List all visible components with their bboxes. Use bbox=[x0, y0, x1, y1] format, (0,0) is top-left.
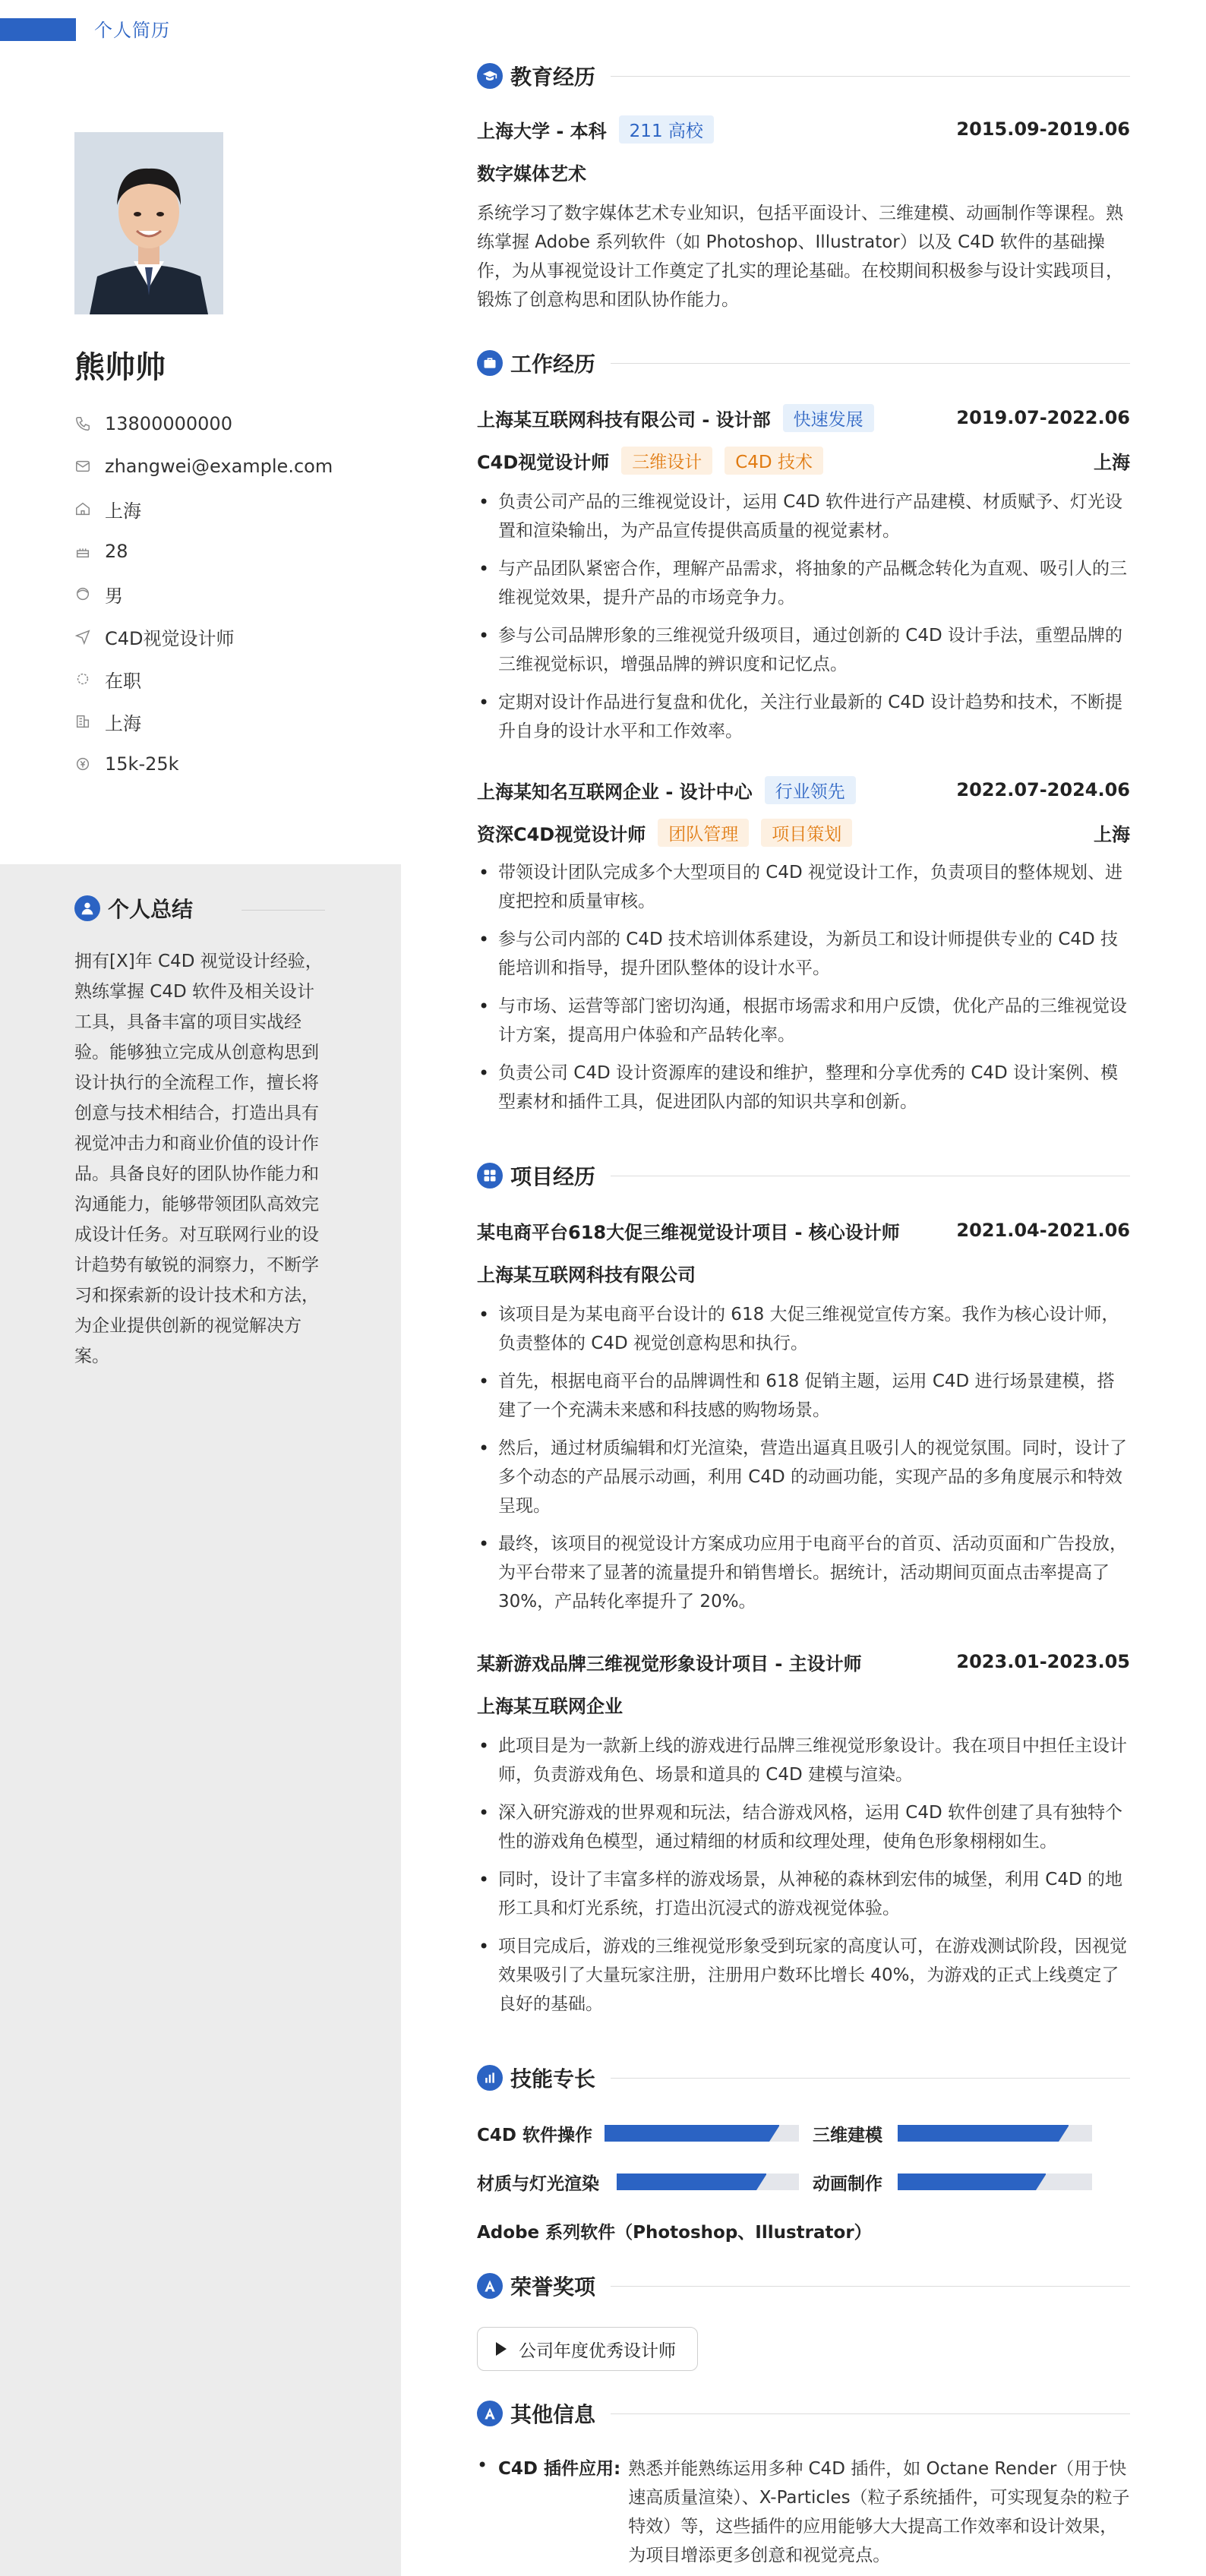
other-title: 其他信息 bbox=[510, 2402, 596, 2427]
skill-bar bbox=[898, 2125, 1092, 2142]
job-company-tag: 快速发展 bbox=[783, 404, 874, 432]
education-row bbox=[477, 114, 1130, 144]
play-triangle-icon bbox=[496, 2342, 507, 2356]
skill-bar-fill bbox=[898, 2125, 1069, 2142]
other-item bbox=[477, 2454, 1130, 2570]
job-company-tag: 行业领先 bbox=[765, 776, 856, 804]
home-icon bbox=[74, 500, 91, 517]
profile-name: 熊帅帅 bbox=[74, 350, 166, 385]
section-divider bbox=[611, 2078, 1130, 2079]
list-item: • 项目完成后，游戏的三维视觉形象受到玩家的高度认可，在游戏测试阶段，因视觉效果吸引了大量玩家注册，注册用户数环比增长 40%，为游戏的正式上线奠定了良好的基础。 bbox=[477, 1932, 1130, 2019]
contact-value: 上海 bbox=[105, 500, 141, 522]
contact-value: 13800000000 bbox=[105, 413, 232, 434]
education-tag: 211 高校 bbox=[619, 115, 714, 144]
summary-title: 个人总结 bbox=[108, 897, 194, 922]
list-item: • 然后，通过材质编辑和灯光渲染，营造出逼真且吸引人的视觉氛围。同时，设计了多个动态的产品展示动画，利用 C4D 的动画功能，实现产品的多角度展示和特效呈现。 bbox=[477, 1434, 1130, 1520]
gender-icon bbox=[74, 586, 91, 602]
contact-value: 男 bbox=[105, 585, 123, 607]
contact-position bbox=[74, 615, 378, 658]
project-company: 上海某互联网科技有限公司 bbox=[477, 1264, 696, 1286]
award-icon bbox=[477, 2273, 503, 2299]
job-city: 上海 bbox=[1094, 451, 1130, 473]
summary-text: 拥有[X]年 C4D 视觉设计经验，熟练掌握 C4D 软件及相关设计工具，具备丰富的项目实战经验。能够独立完成从创意构思到设计执行的全流程工作，擅长将创意与技术相结合，打造出具有视觉冲击力和商业价值的设计作品。具备良好的团队协作能力和沟通能力，能够带领团队高效完成设计任务。对互联网行业的设计趋势有敏锐的洞察力，不断学习和探索新的设计技术和方法，为企业提供创新的视觉解决方案。 bbox=[74, 952, 323, 1366]
contact-city bbox=[74, 700, 378, 743]
skill-bar bbox=[617, 2174, 799, 2190]
contact-value: zhangwei@example.com bbox=[105, 456, 333, 477]
awards-title: 荣誉奖项 bbox=[510, 2275, 596, 2300]
projects-heading bbox=[477, 1160, 1130, 1191]
job-skill-tag: 项目策划 bbox=[761, 819, 852, 847]
project-date: 2021.04-2021.06 bbox=[956, 1220, 1130, 1241]
education-title: 教育经历 bbox=[510, 65, 596, 90]
summary-heading bbox=[74, 893, 193, 923]
skill-bar-fill bbox=[617, 2174, 766, 2190]
education-major: 数字媒体艺术 bbox=[477, 163, 586, 185]
contact-salary bbox=[74, 743, 378, 785]
education-heading bbox=[477, 61, 1130, 91]
award-label: 公司年度优秀设计师 bbox=[519, 2341, 676, 2361]
building-icon bbox=[74, 713, 91, 730]
cake-icon bbox=[74, 543, 91, 560]
job-bullets bbox=[477, 858, 1130, 1125]
job-date: 2019.07-2022.06 bbox=[956, 407, 1130, 428]
contact-value: C4D视觉设计师 bbox=[105, 627, 235, 649]
header-accent-bar bbox=[0, 18, 76, 41]
skill-bar bbox=[898, 2174, 1092, 2190]
list-item: • 负责公司产品的三维视觉设计，运用 C4D 软件进行产品建模、材质赋予、灯光设置和渲染输出，为产品宣传提供高质量的视觉素材。 bbox=[477, 488, 1130, 545]
info-icon bbox=[477, 2401, 503, 2426]
education-desc: 系统学习了数字媒体艺术专业知识，包括平面设计、三维建模、动画制作等课程。熟练掌握 Adobe 系列软件（如 Photoshop、Illustrator）以及 C4D 软件的基础操作，为从事视觉设计工作奠定了扎实的理论基础。在校期间积极参与设计实践项目，锻炼了创意构思和团队协作能力。 bbox=[477, 204, 1123, 310]
project-company-row bbox=[477, 1258, 1130, 1288]
project-name: 某新游戏品牌三维视觉形象设计项目 - 主设计师 bbox=[477, 1653, 862, 1675]
award-item bbox=[477, 2327, 698, 2371]
list-item: • 同时，设计了丰富多样的游戏场景，从神秘的森林到宏伟的城堡，利用 C4D 的地形工具和灯光系统，打造出沉浸式的游戏视觉体验。 bbox=[477, 1865, 1130, 1923]
section-divider bbox=[611, 2286, 1130, 2287]
skill-bar-fill bbox=[898, 2174, 1046, 2190]
list-item: • 此项目是为一款新上线的游戏进行品牌三维视觉形象设计。我在项目中担任主设计师，负责游戏角色、场景和道具的 C4D 建模与渲染。 bbox=[477, 1732, 1130, 1789]
skill-label: 三维建模 bbox=[813, 2125, 882, 2145]
user-icon bbox=[74, 895, 100, 921]
contact-value: 上海 bbox=[105, 712, 141, 734]
skill-extra bbox=[477, 2219, 872, 2242]
graduation-cap-icon bbox=[477, 63, 503, 89]
contact-status bbox=[74, 658, 378, 700]
work-heading bbox=[477, 348, 1130, 378]
contact-email bbox=[74, 445, 378, 488]
job-role-row bbox=[477, 817, 1130, 848]
job-skill-tag: C4D 技术 bbox=[725, 447, 823, 475]
job-bullets bbox=[477, 488, 1130, 755]
section-divider bbox=[611, 363, 1130, 364]
other-label: C4D 插件应用: bbox=[498, 2459, 621, 2479]
job-company: 上海某互联网科技有限公司 - 设计部 bbox=[477, 409, 771, 431]
skills-title: 技能专长 bbox=[510, 2066, 596, 2091]
bar-chart-icon bbox=[477, 2065, 503, 2091]
job-row bbox=[477, 775, 1130, 805]
person-portrait-icon bbox=[74, 132, 223, 314]
skill-label: C4D 软件操作 bbox=[477, 2125, 592, 2145]
other-text: 熟悉并能熟练运用多种 C4D 插件，如 Octane Render（用于快速高质量渲染）、X-Particles（粒子系统插件，可实现复杂的粒子特效）等，这些插件的应用能够大大提高工作效率和设计效果，为项目增添更多创意和视觉亮点。 bbox=[628, 2459, 1130, 2565]
phone-icon bbox=[74, 415, 91, 432]
list-item: • 该项目是为某电商平台设计的 618 大促三维视觉宣传方案。我作为核心设计师，负责整体的 C4D 视觉创意构思和执行。 bbox=[477, 1300, 1130, 1358]
project-row bbox=[477, 1646, 1130, 1677]
page-title: 个人简历 bbox=[94, 20, 170, 41]
skill-item bbox=[813, 2122, 882, 2145]
list-item: • 参与公司品牌形象的三维视觉升级项目，通过创新的 C4D 设计手法，重塑品牌的三维视觉标识，增强品牌的辨识度和记忆点。 bbox=[477, 621, 1130, 679]
list-item: • 参与公司内部的 C4D 技术培训体系建设，为新员工和设计师提供专业的 C4D 技能培训和指导，提升团队整体的设计水平。 bbox=[477, 925, 1130, 983]
section-divider bbox=[611, 76, 1130, 77]
education-date: 2015.09-2019.06 bbox=[956, 118, 1130, 140]
send-icon bbox=[74, 628, 91, 645]
education-school: 上海大学 - 本科 bbox=[477, 120, 607, 142]
project-row bbox=[477, 1215, 1130, 1245]
grid-icon bbox=[477, 1163, 503, 1189]
contact-phone bbox=[74, 402, 378, 445]
skill-label: 材质与灯光渲染 bbox=[477, 2174, 599, 2194]
job-company: 上海某知名互联网企业 - 设计中心 bbox=[477, 781, 753, 803]
awards-heading bbox=[477, 2271, 1130, 2301]
education-major-row bbox=[477, 156, 1130, 187]
other-heading bbox=[477, 2398, 1130, 2429]
contact-value: 在职 bbox=[105, 670, 141, 692]
projects-title: 项目经历 bbox=[510, 1164, 596, 1189]
mail-icon bbox=[74, 458, 91, 475]
list-item: • 定期对设计作品进行复盘和优化，关注行业最新的 C4D 设计趋势和技术，不断提升自身的设计水平和工作效率。 bbox=[477, 688, 1130, 746]
list-item: • 负责公司 C4D 设计资源库的建设和维护，整理和分享优秀的 C4D 设计案例、模型素材和插件工具，促进团队内部的知识共享和创新。 bbox=[477, 1059, 1130, 1116]
skills-heading bbox=[477, 2063, 1130, 2093]
list-item: • 深入研究游戏的世界观和玩法，结合游戏风格，运用 C4D 软件创建了具有独特个性的游戏角色模型，通过精细的材质和纹理处理，使角色形象栩栩如生。 bbox=[477, 1798, 1130, 1856]
skill-item bbox=[477, 2122, 592, 2145]
contact-value: 15k-25k bbox=[105, 753, 179, 775]
skill-bar bbox=[605, 2125, 799, 2142]
project-bullets bbox=[477, 1732, 1130, 2028]
project-company: 上海某互联网企业 bbox=[477, 1695, 623, 1717]
list-item: • 与产品团队紧密合作，理解产品需求，将抽象的产品概念转化为直观、吸引人的三维视觉效果，提升产品的市场竞争力。 bbox=[477, 554, 1130, 612]
profile-photo bbox=[74, 132, 223, 314]
job-skill-tag: 团队管理 bbox=[658, 819, 749, 847]
project-date: 2023.01-2023.05 bbox=[956, 1651, 1130, 1672]
job-role: C4D视觉设计师 bbox=[477, 451, 610, 473]
job-row bbox=[477, 402, 1130, 433]
list-item: • 与市场、运营等部门密切沟通，根据市场需求和用户反馈，优化产品的三维视觉设计方案，提高用户体验和产品转化率。 bbox=[477, 992, 1130, 1050]
skill-bar-fill bbox=[605, 2125, 779, 2142]
contact-value: 28 bbox=[105, 541, 128, 562]
skill-item bbox=[477, 2170, 599, 2193]
job-role-row bbox=[477, 445, 1130, 475]
contact-gender bbox=[74, 573, 378, 615]
salary-icon bbox=[74, 756, 91, 772]
contact-list bbox=[74, 402, 378, 785]
job-city: 上海 bbox=[1094, 823, 1130, 845]
job-date: 2022.07-2024.06 bbox=[956, 779, 1130, 800]
job-role: 资深C4D视觉设计师 bbox=[477, 823, 646, 845]
list-item: • 首先，根据电商平台的品牌调性和 618 促销主题，运用 C4D 进行场景建模，搭建了一个充满未来感和科技感的购物场景。 bbox=[477, 1367, 1130, 1425]
project-name: 某电商平台618大促三维视觉设计项目 - 核心设计师 bbox=[477, 1221, 900, 1243]
summary-divider bbox=[242, 910, 325, 911]
briefcase-icon bbox=[477, 350, 503, 376]
job-skill-tag: 三维设计 bbox=[621, 447, 712, 475]
bullet-dot: • bbox=[477, 2454, 488, 2476]
skill-label: 动画制作 bbox=[813, 2174, 882, 2194]
skill-extra-text: Adobe 系列软件（Photoshop、Illustrator） bbox=[477, 2222, 872, 2243]
work-title: 工作经历 bbox=[510, 352, 596, 377]
section-divider bbox=[611, 2413, 1130, 2414]
contact-age bbox=[74, 530, 378, 573]
contact-location bbox=[74, 488, 378, 530]
list-item: • 最终，该项目的视觉设计方案成功应用于电商平台的首页、活动页面和广告投放，为平台带来了显著的流量提升和销售增长。据统计，活动期间页面点击率提高了 30%，产品转化率提升了 20%。 bbox=[477, 1530, 1130, 1616]
skill-item bbox=[813, 2170, 882, 2193]
project-bullets bbox=[477, 1300, 1130, 1625]
project-company-row bbox=[477, 1689, 1130, 1719]
list-item: • 带领设计团队完成多个大型项目的 C4D 视觉设计工作，负责项目的整体规划、进度把控和质量审核。 bbox=[477, 858, 1130, 916]
status-icon bbox=[74, 671, 91, 687]
